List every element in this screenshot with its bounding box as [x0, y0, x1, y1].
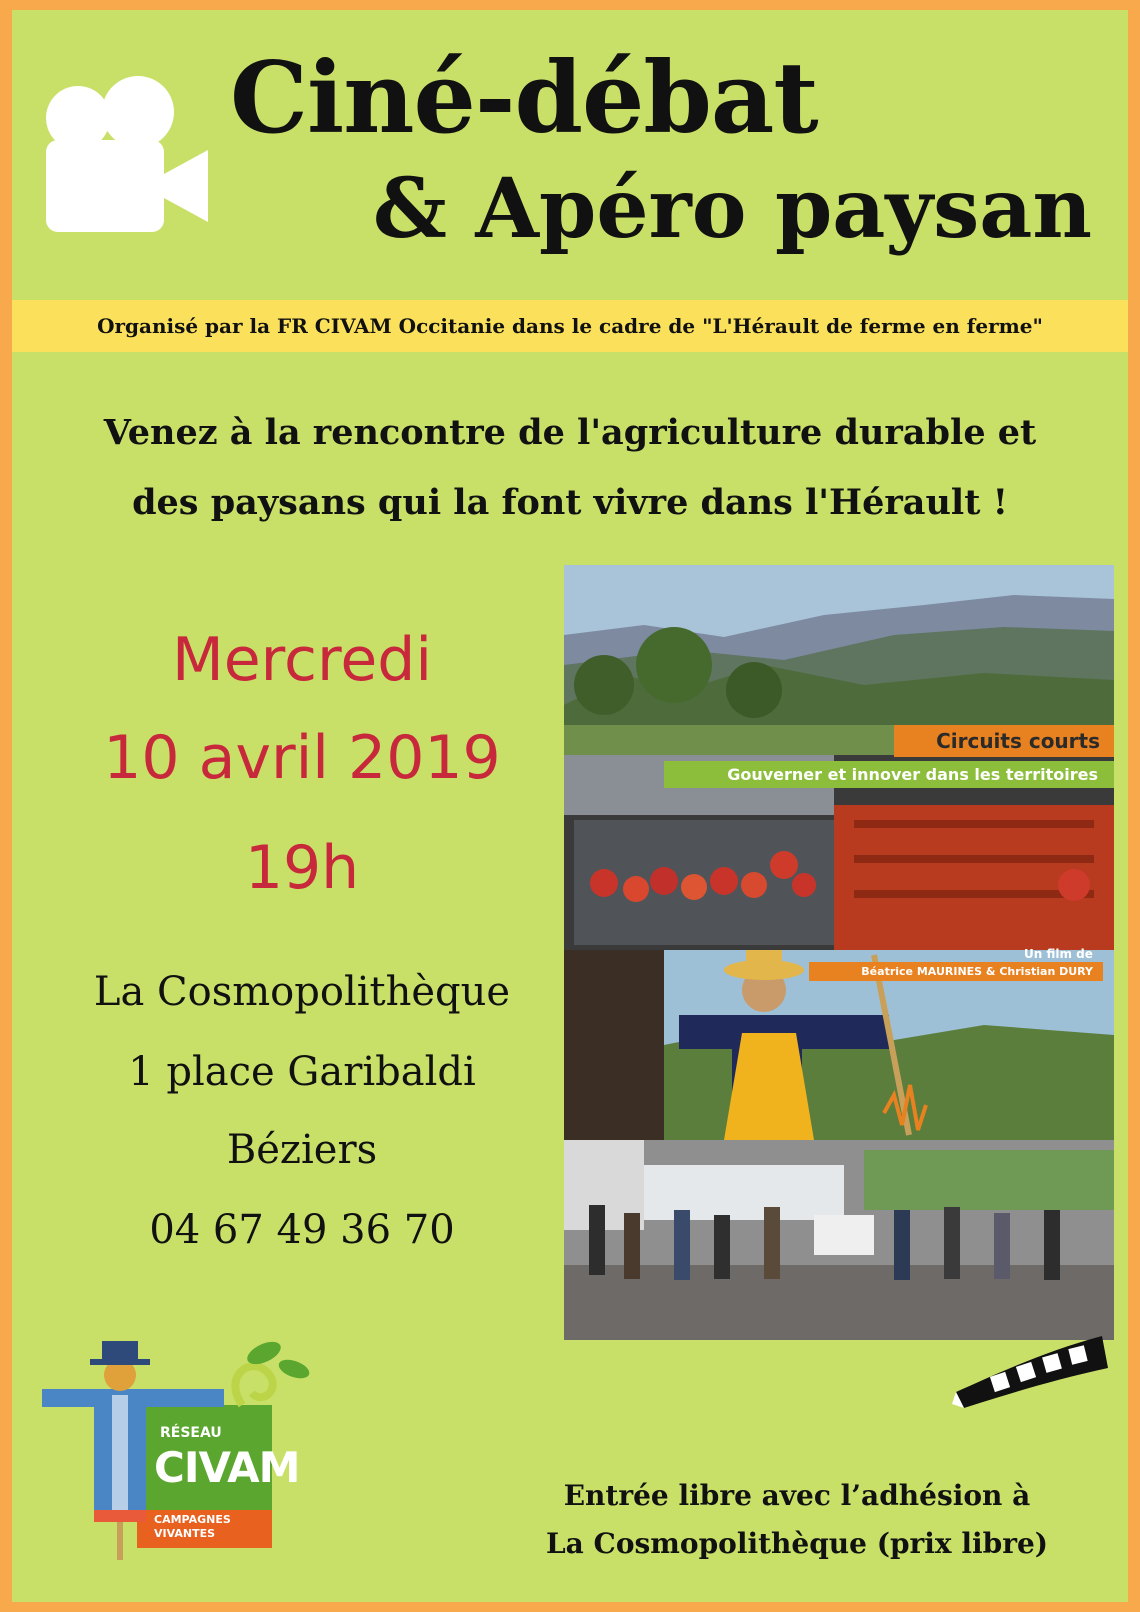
event-time: 19h — [244, 833, 360, 903]
logo-line-3: CAMPAGNES — [154, 1513, 231, 1526]
entry-info-line-1: Entrée libre avec l’adhésion à — [563, 1479, 1031, 1512]
logo-line-1: RÉSEAU — [160, 1425, 222, 1441]
title-line-2: & Apéro paysan — [372, 161, 1092, 257]
civam-logo — [42, 1335, 322, 1569]
logo-line-2: CIVAM — [154, 1443, 300, 1492]
entry-info — [482, 1472, 1112, 1568]
event-day: Mercredi — [171, 625, 433, 695]
title-line-1: Ciné-débat — [230, 41, 818, 156]
tagline-line-2: des paysans qui la font vivre dans l'Hérault ! — [132, 482, 1008, 523]
venue-phone: 04 67 49 36 70 — [149, 1207, 455, 1253]
organizer-text: Organisé par la FR CIVAM Occitanie dans le cadre de "L'Hérault de ferme en ferme" — [97, 314, 1043, 338]
video-camera-icon — [36, 70, 216, 240]
film-poster — [564, 565, 1114, 1340]
venue-city: Béziers — [226, 1127, 378, 1173]
tagline-line-1: Venez à la rencontre de l'agriculture durable et — [103, 412, 1037, 453]
event-date: 10 avril 2019 — [103, 723, 501, 793]
venue-name: La Cosmopolithèque — [93, 969, 511, 1015]
poster — [12, 10, 1128, 1602]
tagline — [12, 398, 1128, 538]
venue-address: 1 place Garibaldi — [128, 1049, 476, 1095]
entry-info-line-2: La Cosmopolithèque (prix libre) — [545, 1527, 1049, 1560]
organizer-banner — [12, 300, 1128, 352]
film-authors: Béatrice MAURINES & Christian DURY — [809, 962, 1103, 981]
film-by-label: Un film de — [1024, 947, 1093, 961]
film-title: Circuits courts — [894, 725, 1114, 757]
film-strip-icon — [952, 1330, 1112, 1410]
logo-line-4: VIVANTES — [154, 1527, 216, 1540]
film-subtitle: Gouverner et innover dans les territoires — [664, 761, 1114, 788]
